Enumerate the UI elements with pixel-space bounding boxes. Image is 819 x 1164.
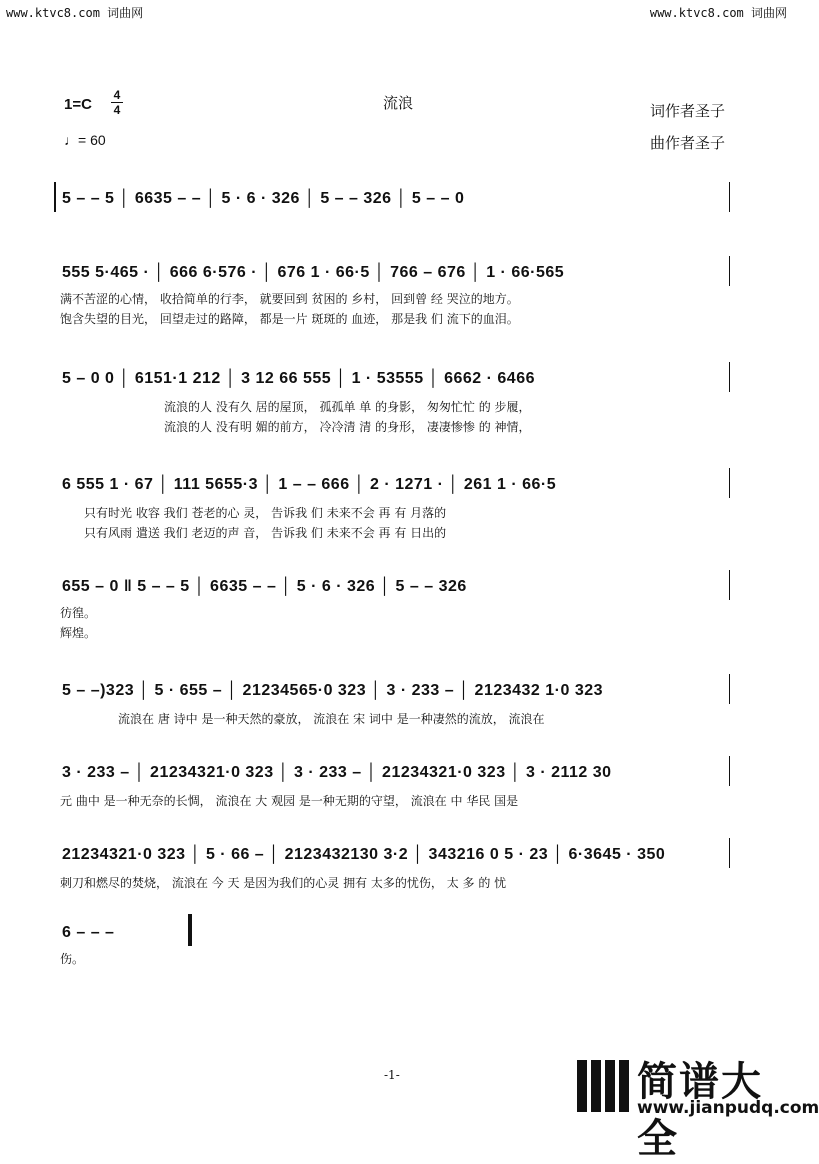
score-notes: 5 – –)323 │ 5 · 655 – │ 21234565·0 323 │ 3 · 233 – │ 2123432 1·0 323 [62, 682, 604, 699]
score-notes: 21234321·0 323 │ 5 · 66 – │ 2123432130 3·2 │ 343216 0 5 · 23 │ 6·3645 · 350 [62, 846, 666, 863]
score-notes: 6 – – – [62, 924, 115, 941]
score-notes: 655 – 0 ‖ 5 – – 5 │ 6635 – – │ 5 · 6 · 326 │ 5 – – 326 [62, 578, 467, 595]
song-title: 流浪 [383, 94, 414, 112]
barline [729, 674, 730, 704]
time-signature [111, 88, 123, 117]
lyric-verse-1: 流浪的人 没有久 居的屋顶， 孤孤单 单 的身影， 匆匆忙忙 的 步履， [164, 400, 531, 414]
barline [729, 182, 730, 212]
composer-credit: 曲作者圣子 [650, 134, 726, 152]
lyric-verse-2: 辉煌。 [60, 626, 97, 640]
barline [729, 838, 730, 868]
score-notes: 6 555 1 · 67 │ 111 5655·3 │ 1 – – 666 │ 2 · 1271 · │ 261 1 · 66·5 [62, 476, 557, 493]
barline [729, 756, 730, 786]
final-barline [188, 914, 192, 946]
site-header-right: www.ktvc8.com 词曲网 [649, 6, 787, 20]
lyric-verse-1: 满不苦涩的心情， 收拾简单的行李， 就要回到 贫困的 乡村， 回到曾 经 哭泣的地方。 [60, 292, 519, 306]
barline [729, 362, 730, 392]
time-top: 4 [113, 88, 121, 102]
score-notes: 3 · 233 – │ 21234321·0 323 │ 3 · 233 – │ 21234321·0 323 │ 3 · 2112 30 [62, 764, 612, 781]
barline [729, 468, 730, 498]
site-logo [575, 1050, 819, 1162]
site-header-left: www.ktvc8.com 词曲网 [6, 6, 144, 20]
lyric-verse-2: 饱含失望的目光， 回望走过的路障， 都是一片 斑斑的 血迹， 那是我 们 流下的血泪。 [60, 312, 519, 326]
lyricist-credit: 词作者圣子 [650, 102, 726, 120]
barline [729, 570, 730, 600]
tempo-marking: ♩= 60 [64, 132, 106, 148]
lyric-verse-1: 伤。 [60, 952, 85, 966]
lyric-verse-1: 刺刀和燃尽的焚烧， 流浪在 今 天 是因为我们的心灵 拥有 太多的忧伤， 太 多 的 忧 [60, 876, 507, 890]
score-notes: 5 – – 5 │ 6635 – – │ 5 · 6 · 326 │ 5 – – 326 │ 5 – – 0 [62, 190, 465, 207]
lyric-verse-1: 流浪在 唐 诗中 是一种天然的豪放， 流浪在 宋 词中 是一种凄然的流放， 流浪在 [118, 712, 545, 726]
score-notes: 555 5·465 · │ 666 6·576 · │ 676 1 · 66·5 │ 766 – 676 │ 1 · 66·565 [62, 264, 565, 281]
lyric-verse-1: 彷徨。 [60, 606, 97, 620]
piano-keys-icon [575, 1058, 631, 1114]
time-bottom: 4 [113, 103, 121, 117]
repeat-start-barline [54, 182, 56, 212]
logo-url: www.jianpudq.com [637, 1098, 819, 1118]
lyric-verse-1: 元 曲中 是一种无奈的长惆， 流浪在 大 观园 是一种无期的守望， 流浪在 中 华民 国是 [60, 794, 519, 808]
page-number: -1- [384, 1068, 400, 1082]
lyric-verse-2: 流浪的人 没有明 媚的前方， 冷冷清 清 的身形， 凄凄惨惨 的 神情， [164, 420, 531, 434]
logo-text: 简谱大全 [637, 1059, 763, 1162]
lyric-verse-2: 只有风雨 遣送 我们 老迈的声 音， 告诉我 们 未来不会 再 有 日出的 [84, 526, 447, 540]
lyric-verse-1: 只有时光 收容 我们 苍老的心 灵， 告诉我 们 未来不会 再 有 月落的 [84, 506, 447, 520]
key-signature: 1=C [64, 96, 92, 113]
score-notes: 5 – 0 0 │ 6151·1 212 │ 3 12 66 555 │ 1 · 53555 │ 6662 · 6466 [62, 370, 535, 387]
barline [729, 256, 730, 286]
